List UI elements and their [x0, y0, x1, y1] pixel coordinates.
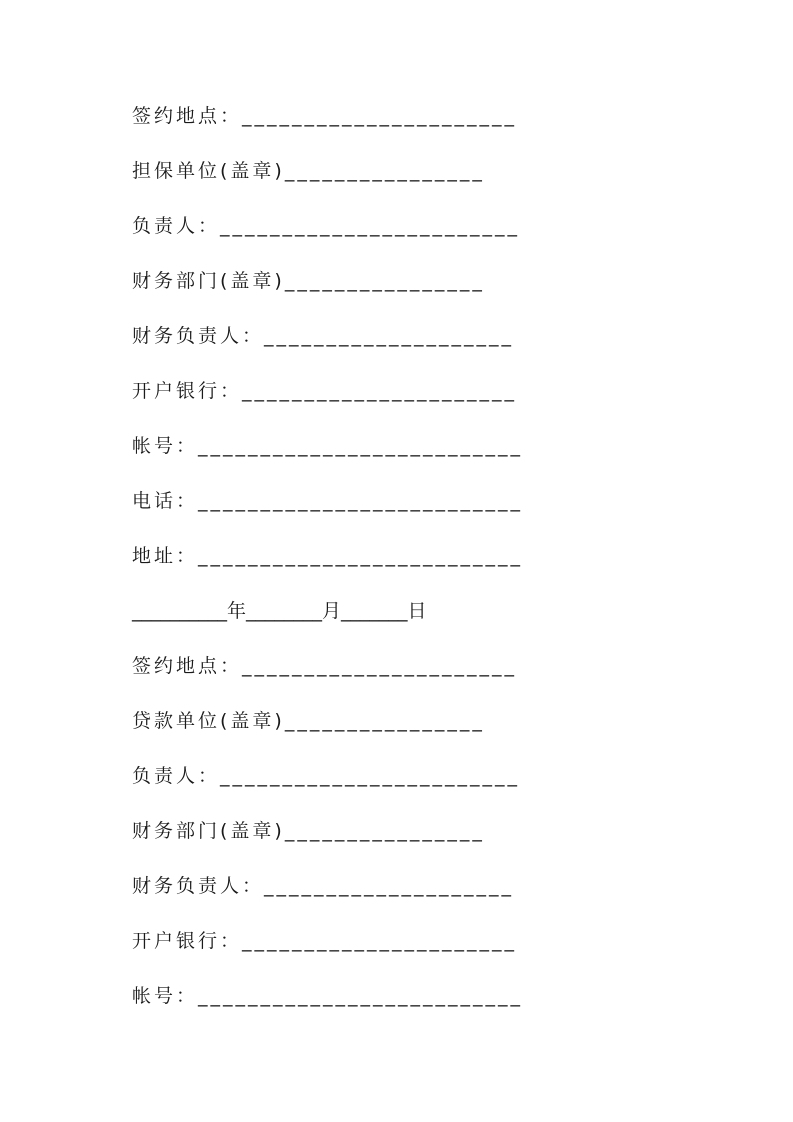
finance-dept-seal-line: 财务部门(盖章)________________ [132, 270, 485, 292]
signature-form [132, 101, 532, 1036]
responsible-person-line-2: 负责人：________________________ [132, 765, 521, 787]
finance-dept-seal-line-2: 财务部门(盖章)________________ [132, 820, 485, 842]
account-number-line-2: 帐号：__________________________ [132, 985, 524, 1007]
address-line: 地址：__________________________ [132, 545, 524, 567]
signing-location-line: 签约地点：______________________ [132, 105, 518, 127]
borrower-unit-seal-line: 贷款单位(盖章)________________ [132, 710, 485, 732]
finance-head-line: 财务负责人：____________________ [132, 325, 515, 347]
opening-bank-line-2: 开户银行：______________________ [132, 930, 518, 952]
finance-head-line-2: 财务负责人：____________________ [132, 875, 515, 897]
date-line: __________年________月_______日 [132, 600, 427, 622]
signing-location-line-2: 签约地点：______________________ [132, 655, 518, 677]
responsible-person-line: 负责人：________________________ [132, 215, 521, 237]
telephone-line: 电话：__________________________ [132, 490, 524, 512]
account-number-line: 帐号：__________________________ [132, 435, 524, 457]
guarantor-unit-seal-line: 担保单位(盖章)________________ [132, 160, 485, 182]
opening-bank-line: 开户银行：______________________ [132, 380, 518, 402]
